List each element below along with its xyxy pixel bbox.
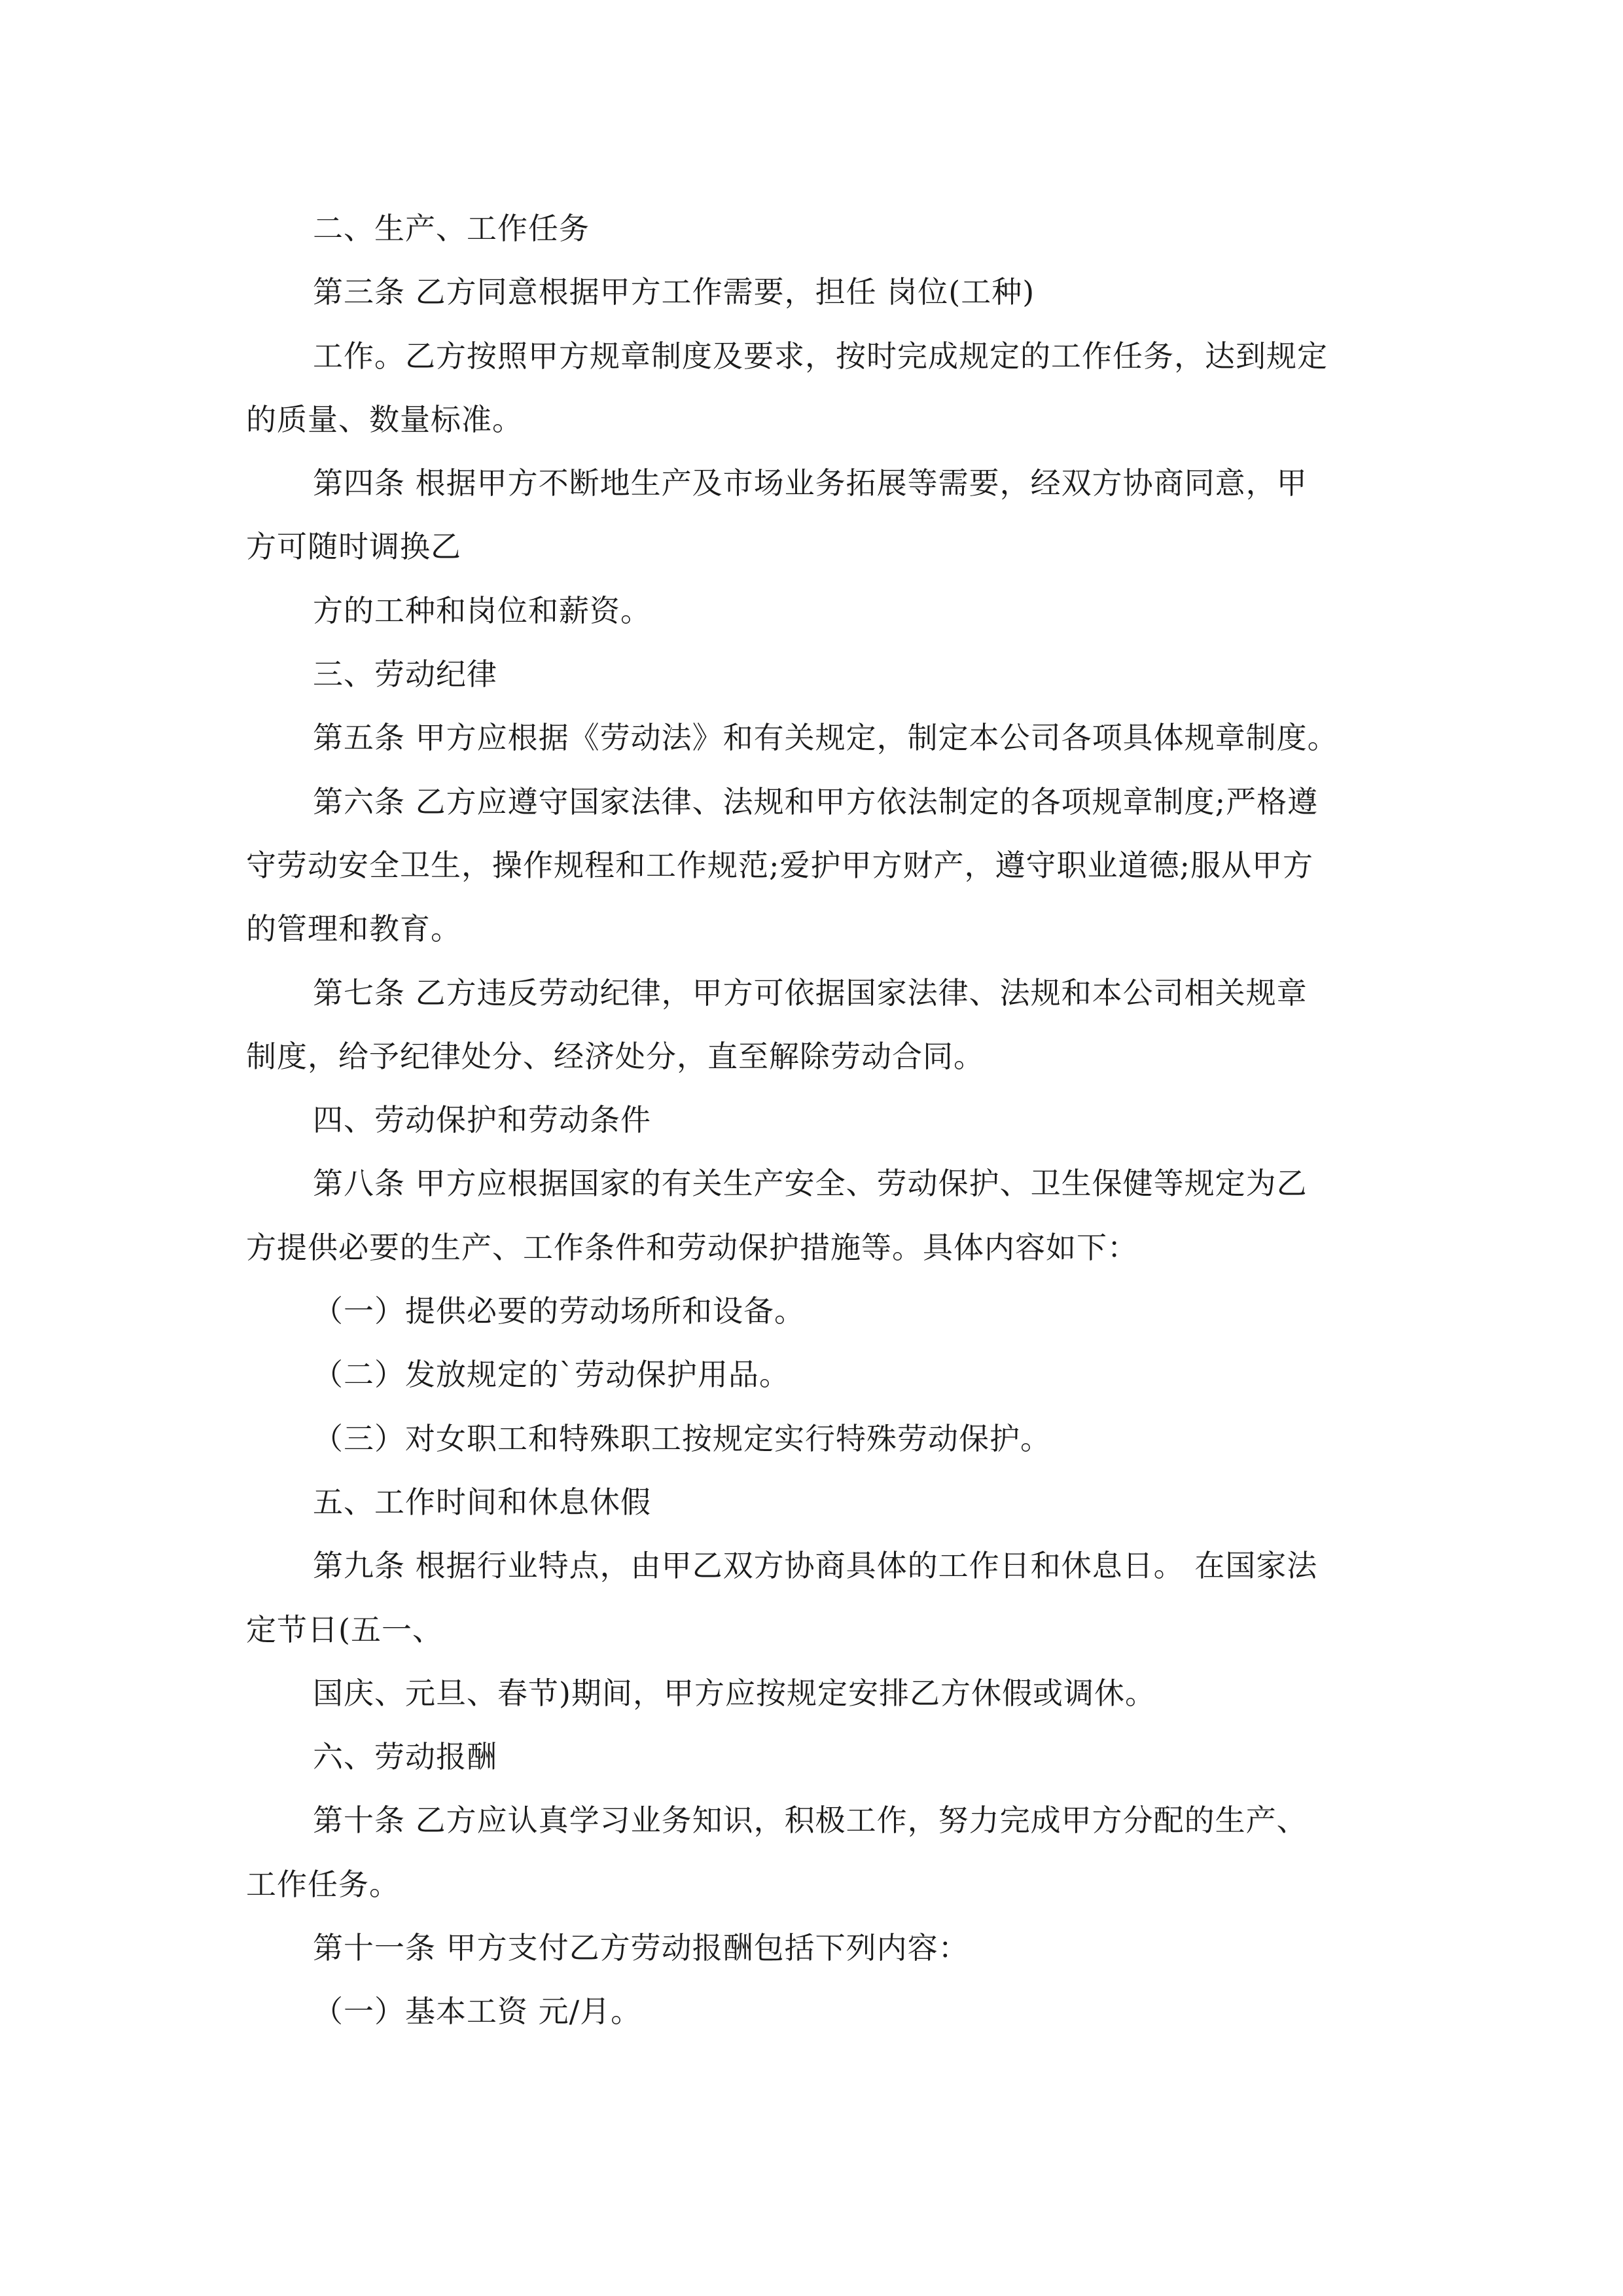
section-heading-labor-protection: 四、劳动保护和劳动条件 bbox=[313, 1102, 651, 1138]
article-8-item-2: （二）发放规定的`劳动保护用品。 bbox=[313, 1357, 790, 1393]
document-body bbox=[246, 197, 1398, 2044]
article-4-line-2: 方可随时调换乙 bbox=[246, 529, 461, 565]
article-3-line-3: 的质量、数量标准。 bbox=[246, 401, 523, 437]
article-7-line-1: 第七条 乙方违反劳动纪律，甲方可依据国家法律、法规和本公司相关规章 bbox=[313, 975, 1308, 1011]
article-7-line-2: 制度，给予纪律处分、经济处分，直至解除劳动合同。 bbox=[246, 1038, 984, 1074]
article-8-line-1: 第八条 甲方应根据国家的有关生产安全、劳动保护、卫生保健等规定为乙 bbox=[313, 1166, 1308, 1202]
article-3-line-1: 第三条 乙方同意根据甲方工作需要，担任 岗位(工种) bbox=[313, 274, 1035, 310]
article-4-line-1: 第四条 根据甲方不断地生产及市场业务拓展等需要，经双方协商同意，甲 bbox=[313, 465, 1308, 501]
article-8-item-3: （三）对女职工和特殊职工按规定实行特殊劳动保护。 bbox=[313, 1420, 1051, 1456]
article-9-line-3: 国庆、元旦、春节)期间，甲方应按规定安排乙方休假或调休。 bbox=[313, 1675, 1156, 1711]
article-3-line-2: 工作。乙方按照甲方规章制度及要求，按时完成规定的工作任务，达到规定 bbox=[313, 338, 1328, 374]
article-8-item-1: （一）提供必要的劳动场所和设备。 bbox=[313, 1293, 805, 1329]
article-6-line-2: 守劳动安全卫生，操作规程和工作规范;爱护甲方财产，遵守职业道德;服从甲方 bbox=[246, 847, 1313, 883]
section-heading-working-hours: 五、工作时间和休息休假 bbox=[313, 1484, 651, 1520]
section-heading-production-tasks: 二、生产、工作任务 bbox=[313, 211, 590, 246]
article-9-line-2: 定节日(五一、 bbox=[246, 1611, 443, 1647]
article-6-line-3: 的管理和教育。 bbox=[246, 911, 461, 947]
section-heading-remuneration: 六、劳动报酬 bbox=[313, 1739, 497, 1775]
article-5-line-1: 第五条 甲方应根据《劳动法》和有关规定，制定本公司各项具体规章制度。 bbox=[313, 720, 1338, 756]
article-8-line-2: 方提供必要的生产、工作条件和劳动保护措施等。具体内容如下： bbox=[246, 1229, 1138, 1265]
article-4-line-3: 方的工种和岗位和薪资。 bbox=[313, 592, 651, 628]
article-11-item-1: （一）基本工资 元/月。 bbox=[313, 1994, 642, 2030]
article-10-line-2: 工作任务。 bbox=[246, 1866, 400, 1902]
article-9-line-1: 第九条 根据行业特点，由甲乙双方协商具体的工作日和休息日。 在国家法 bbox=[313, 1548, 1318, 1584]
article-6-line-1: 第六条 乙方应遵守国家法律、法规和甲方依法制定的各项规章制度;严格遵 bbox=[313, 783, 1319, 819]
section-heading-labor-discipline: 三、劳动纪律 bbox=[313, 656, 497, 692]
article-11-line-1: 第十一条 甲方支付乙方劳动报酬包括下列内容： bbox=[313, 1930, 969, 1966]
article-10-line-1: 第十条 乙方应认真学习业务知识，积极工作，努力完成甲方分配的生产、 bbox=[313, 1803, 1308, 1839]
